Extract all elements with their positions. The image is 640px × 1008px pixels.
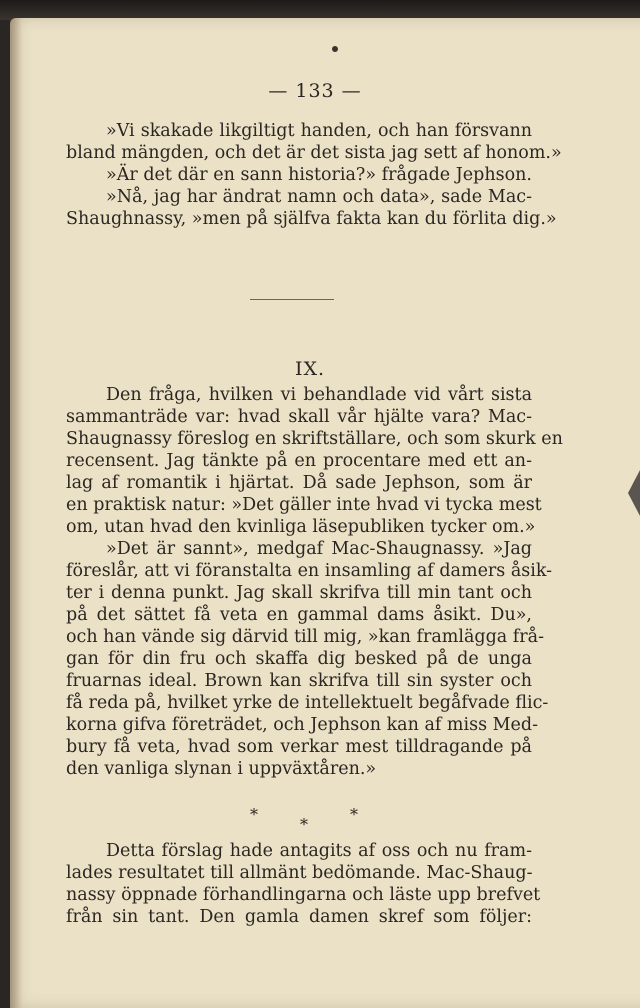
text-line: en praktisk natur: »Det gäller inte hvad vi tycka mest: [66, 495, 542, 515]
text-line: Den fråga, hvilken vi behandlade vid vårt sista: [106, 385, 532, 405]
text-line: Shaugnassy föreslog en skriftställare, och som skurk en: [66, 429, 563, 449]
asterisk: *: [250, 805, 258, 824]
book-page: [10, 18, 640, 1008]
text-line: »Är det där en sann historia?» frågade Jephson.: [106, 165, 532, 185]
text-line: föreslår, att vi föranstalta en insamling af damers åsik-: [66, 561, 553, 581]
text-line: Shaughnassy, »men på själfva fakta kan du förlita dig.»: [66, 209, 557, 229]
text-line: och han vände sig därvid till mig, »kan framlägga frå-: [66, 627, 544, 647]
section-rule: [250, 299, 334, 300]
text-line: sammanträde var: hvad skall vår hjälte vara? Mac-: [66, 407, 532, 427]
text-line: »Vi skakade likgiltigt handen, och han försvann: [106, 121, 532, 141]
text-line: Detta förslag hade antagits af oss och nu fram-: [106, 841, 532, 861]
text-line: gan för din fru och skaffa dig besked på de unga: [66, 649, 532, 669]
page-number: — 133 —: [268, 80, 362, 102]
text-line: ter i denna punkt. Jag skall skrifva till min tant och: [66, 583, 532, 603]
chapter-heading: IX.: [294, 358, 326, 380]
spine-shadow: [10, 18, 22, 1008]
text-line: nassy öppnade förhandlingarna och läste upp brefvet: [66, 885, 541, 905]
text-line: på det sättet få veta en gammal dams åsikt. Du»,: [66, 605, 532, 625]
text-line: få reda på, hvilket yrke de intellektuelt begåfvade flic-: [66, 693, 549, 713]
text-line: fruarnas ideal. Brown kan skrifva till sin syster och: [66, 671, 532, 691]
text-line: den vanliga slynan i uppväxtåren.»: [66, 759, 377, 779]
text-line: lag af romantik i hjärtat. Då sade Jephson, som är: [66, 473, 532, 493]
text-line: om, utan hvad den kvinliga läsepubliken tycker om.»: [66, 517, 536, 537]
text-line: lades resultatet till allmänt bedömande. Mac-Shaug-: [66, 863, 533, 883]
section-break-asterisks: [250, 805, 370, 835]
text-line: bland mängden, och det är det sista jag sett af honom.»: [66, 143, 562, 163]
asterisk: *: [350, 805, 358, 824]
asterisk: *: [300, 815, 308, 834]
text-line: korna gifva företrädet, och Jephson kan af miss Med-: [66, 715, 539, 735]
text-line: »Det är sannt», medgaf Mac-Shaugnassy. »Jag: [106, 539, 532, 559]
text-line: recensent. Jag tänkte på en procentare med ett an-: [66, 451, 532, 471]
text-line: från sin tant. Den gamla damen skref som följer:: [66, 907, 532, 927]
book-binding-edge: [0, 0, 640, 20]
ink-spot: [332, 46, 338, 52]
text-line: bury få veta, hvad som verkar mest tilldragande på: [66, 737, 532, 757]
text-line: »Nå, jag har ändrat namn och data», sade Mac-: [106, 187, 532, 207]
